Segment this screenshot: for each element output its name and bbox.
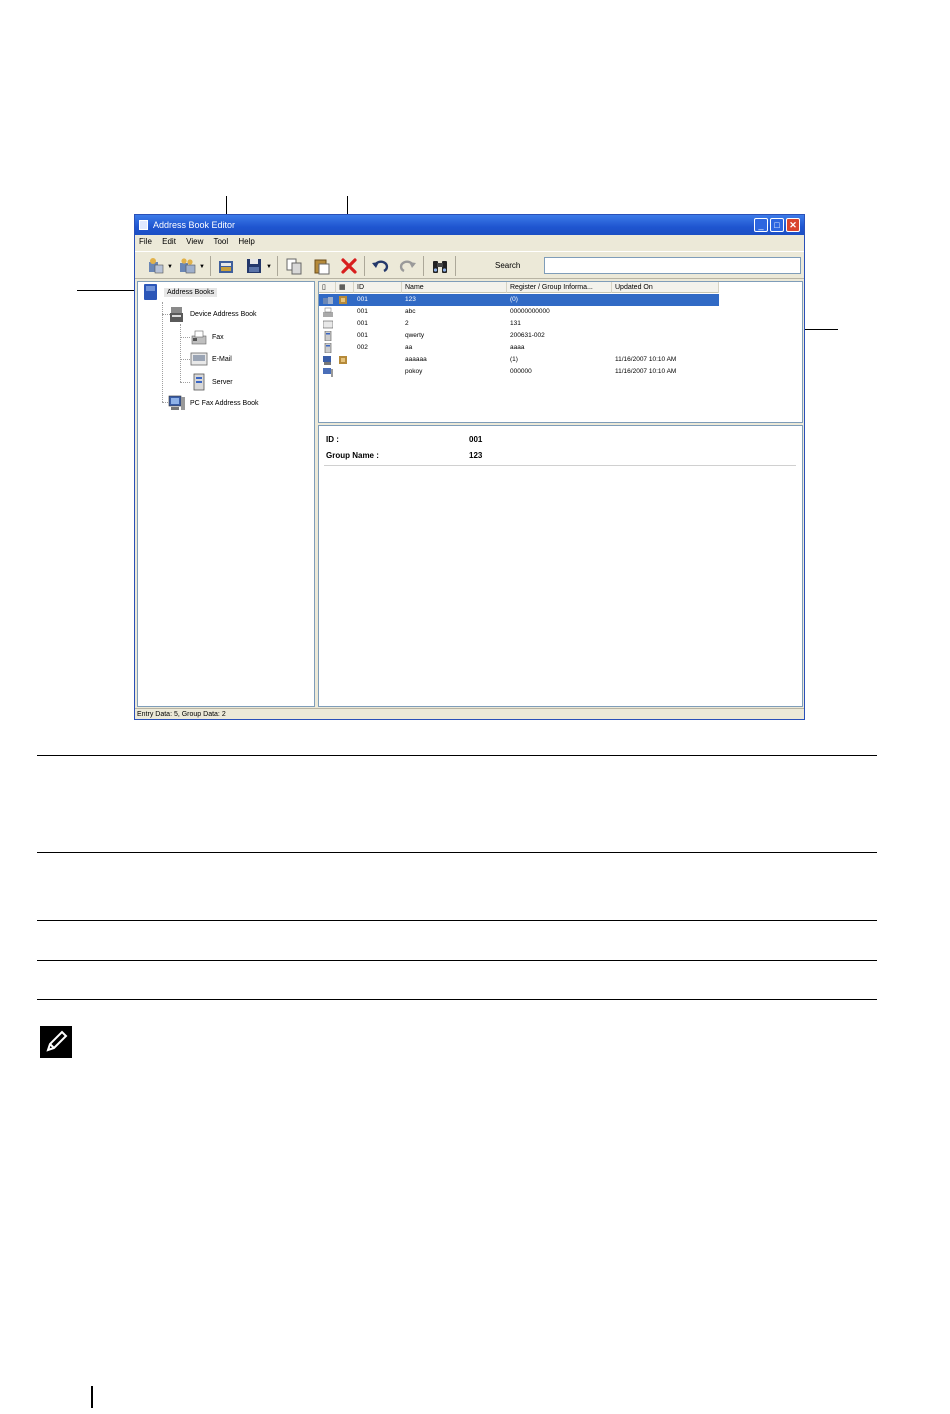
detail-group-name-value: 123 [469, 451, 483, 460]
menu-help[interactable]: Help [238, 237, 255, 246]
cell-id: 002 [357, 344, 368, 351]
undo-button[interactable] [371, 257, 389, 275]
minimize-button[interactable] [754, 218, 768, 232]
detail-divider [324, 465, 796, 466]
new-group-button[interactable] [179, 257, 197, 275]
save-button[interactable] [245, 257, 263, 275]
tree-item-label: Address Books [164, 288, 217, 297]
table-row[interactable] [319, 306, 719, 318]
cell-name: 2 [405, 320, 409, 327]
fax-icon [190, 328, 208, 346]
page-margin-bar [91, 1386, 93, 1408]
table-row[interactable] [319, 366, 719, 378]
search-label: Search [495, 261, 521, 270]
save-dropdown-icon[interactable]: ▼ [266, 264, 272, 270]
status-bar: Entry Data: 5, Group Data: 2 [135, 708, 804, 719]
cell-register-info: 200631-002 [510, 332, 545, 339]
cell-updated-on: 11/16/2007 10:10 AM [615, 356, 677, 363]
cell-register-info: 00000000000 [510, 308, 550, 315]
copy-icon [285, 257, 303, 275]
open-icon [217, 257, 235, 275]
column-register-group-info[interactable]: Register / Group Informa... [507, 282, 612, 293]
pc-group-icon [323, 355, 333, 365]
tree-item-address-books[interactable] [142, 283, 217, 301]
table-rule [37, 852, 877, 853]
tree-connector [180, 382, 190, 383]
new-group-icon [179, 257, 197, 275]
paste-button[interactable] [313, 257, 331, 275]
find-button[interactable] [431, 257, 449, 275]
new-entry-icon [147, 257, 165, 275]
tree-connector [180, 324, 181, 382]
server-entry-icon [323, 343, 333, 353]
tree-item-email[interactable] [190, 350, 232, 368]
detail-group-name-label: Group Name : [326, 451, 379, 460]
tree-item-label: Device Address Book [190, 310, 257, 318]
tree-item-pc-fax-address-book[interactable] [168, 394, 258, 412]
detail-id-value: 001 [469, 435, 483, 444]
address-books-icon [142, 283, 160, 301]
cell-id: 001 [357, 320, 368, 327]
find-icon [431, 257, 449, 275]
tree-item-server[interactable] [190, 373, 233, 391]
redo-button[interactable] [399, 257, 417, 275]
window-title: Address Book Editor [153, 220, 236, 230]
close-icon: ✕ [789, 220, 797, 230]
column-name[interactable]: Name [402, 282, 507, 293]
address-book-tree [137, 281, 315, 707]
detail-pane [318, 425, 803, 707]
menu-tool[interactable]: Tool [213, 237, 229, 246]
table-rule [37, 960, 877, 961]
tree-connector [180, 359, 190, 360]
group-member-icon [338, 355, 348, 365]
server-icon [190, 373, 208, 391]
tree-connector [180, 337, 190, 338]
fax-entry-icon [323, 307, 333, 317]
delete-icon [340, 257, 358, 275]
tree-item-device-address-book[interactable] [168, 305, 257, 323]
table-row[interactable] [319, 330, 719, 342]
redo-icon [399, 257, 417, 275]
maximize-icon: □ [774, 220, 780, 230]
cell-register-info: (1) [510, 356, 518, 363]
group-column-icon: ▦ [339, 284, 346, 291]
table-row[interactable] [319, 342, 719, 354]
close-button[interactable] [786, 218, 800, 232]
cell-name: 123 [405, 296, 416, 303]
cell-register-info: 131 [510, 320, 521, 327]
cell-id: 001 [357, 296, 368, 303]
cell-register-info: aaaa [510, 344, 525, 351]
cell-name: aa [405, 344, 413, 351]
title-bar[interactable] [135, 215, 804, 235]
tree-item-label: PC Fax Address Book [190, 399, 259, 407]
cell-name: qwerty [405, 332, 425, 339]
menu-edit[interactable]: Edit [162, 237, 176, 246]
cell-register-info: 000000 [510, 368, 532, 375]
new-group-dropdown-icon[interactable]: ▼ [199, 264, 205, 270]
table-rule [37, 999, 877, 1000]
email-entry-icon [323, 319, 333, 329]
table-row[interactable] [319, 354, 719, 366]
pc-icon [168, 394, 186, 412]
toolbar [135, 251, 804, 279]
callout-line-tree [77, 290, 139, 291]
paste-icon [313, 257, 331, 275]
address-book-editor-window [134, 214, 805, 720]
tree-item-label: Fax [212, 333, 224, 341]
tree-item-fax[interactable] [190, 328, 224, 346]
menu-view[interactable]: View [186, 237, 204, 246]
cell-register-info: (0) [510, 296, 518, 303]
delete-button[interactable] [340, 257, 358, 275]
cell-name: pokoy [405, 368, 423, 375]
new-entry-dropdown-icon[interactable]: ▼ [167, 264, 173, 270]
table-rule [37, 755, 877, 756]
server-entry-icon [323, 331, 333, 341]
cell-name: abc [405, 308, 416, 315]
pc-entry-icon [323, 367, 333, 377]
entry-list [318, 281, 803, 423]
column-updated-on[interactable]: Updated On [612, 282, 719, 293]
copy-button[interactable] [285, 257, 303, 275]
menu-file[interactable]: File [139, 237, 152, 246]
toolbar-separator [455, 256, 456, 276]
column-id[interactable]: ID [354, 282, 402, 293]
table-rule [37, 920, 877, 921]
note-pencil-icon [40, 1026, 72, 1058]
cell-updated-on: 11/16/2007 10:10 AM [615, 368, 677, 375]
tree-connector [162, 302, 163, 402]
toolbar-separator [423, 256, 424, 276]
minimize-icon: _ [758, 220, 764, 230]
maximize-button[interactable] [770, 218, 784, 232]
search-input[interactable] [544, 257, 801, 274]
save-icon [245, 257, 263, 275]
toolbar-separator [277, 256, 278, 276]
toolbar-separator [210, 256, 211, 276]
group-member-icon [338, 295, 348, 305]
column-group[interactable] [336, 282, 354, 293]
open-button[interactable] [217, 257, 235, 275]
undo-icon [371, 257, 389, 275]
device-icon [168, 305, 186, 323]
cell-id: 001 [357, 332, 368, 339]
cell-name: aaaaaa [405, 356, 427, 363]
tree-item-label: E-Mail [212, 355, 232, 363]
column-type[interactable] [319, 282, 336, 293]
group-icon [323, 295, 333, 305]
app-icon [139, 220, 148, 230]
list-header [319, 282, 719, 293]
new-entry-button[interactable] [147, 257, 165, 275]
detail-id-label: ID : [326, 435, 339, 444]
cell-id: 001 [357, 308, 368, 315]
tree-item-label: Server [212, 378, 233, 386]
email-icon [190, 350, 208, 368]
toolbar-separator [364, 256, 365, 276]
table-row[interactable] [319, 318, 719, 330]
menu-bar [135, 235, 804, 249]
document-icon: ▯ [322, 284, 326, 291]
table-row[interactable] [319, 294, 719, 306]
